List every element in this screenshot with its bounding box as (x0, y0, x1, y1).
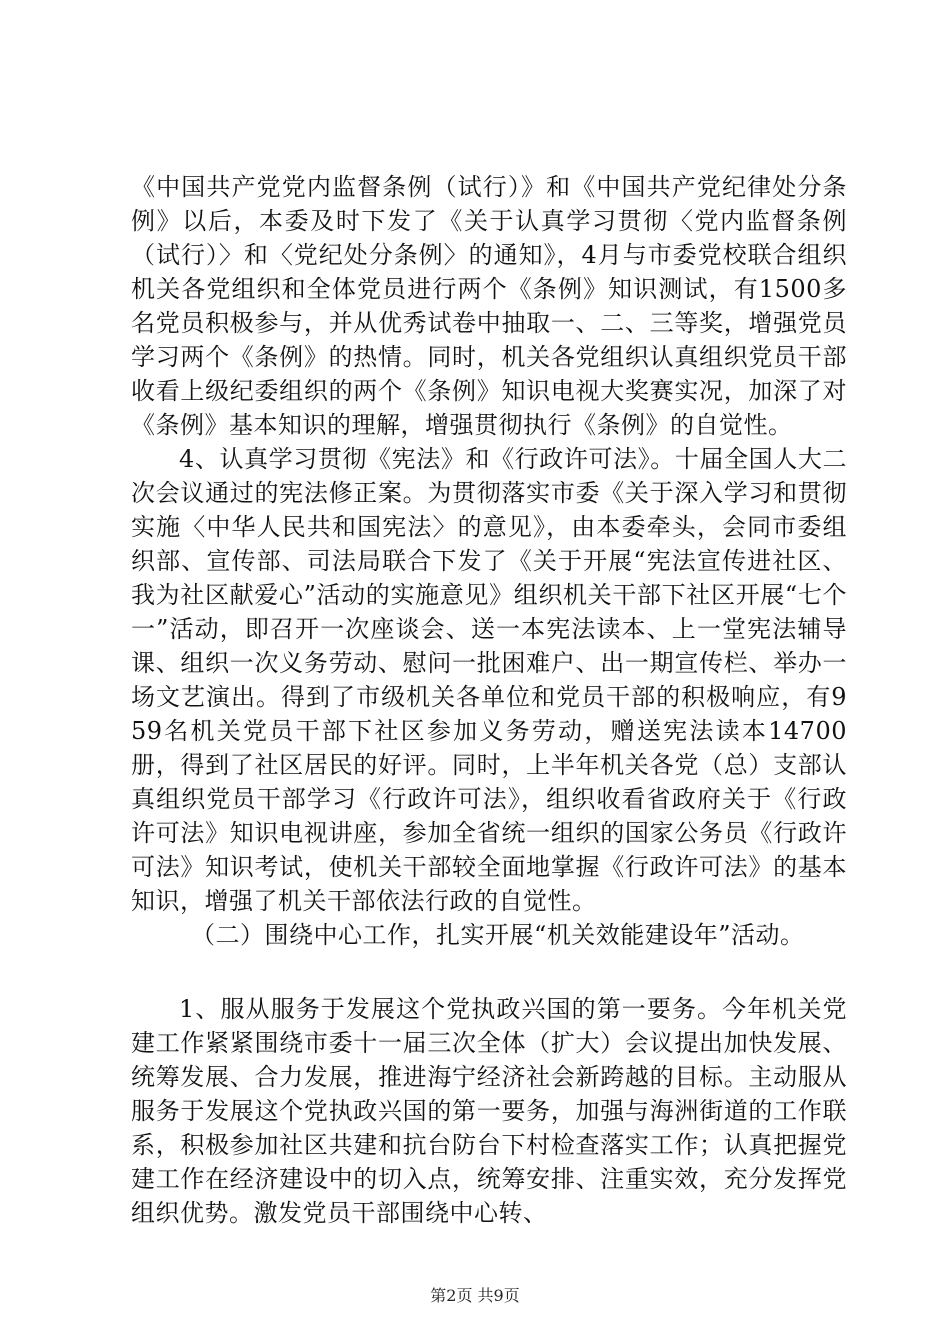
paragraph-serve-development: 1、服从服务于发展这个党执政兴国的第一要务。今年机关党建工作紧紧围绕市委十一届三次全体（扩大）会议提出加快发展、统筹发展、合力发展，推进海宁经济社会新跨越的目标。主动服从服务于发展这个党执政兴国的第一要务，加强与海洲街道的工作联系，积极参加社区共建和抗台防台下村检查落实工作；认真把握党建工作在经济建设中的切入点，统筹安排、注重实效，充分发挥党组织优势。激发党员干部围绕中心转、 (131, 995, 847, 1227)
paragraph-spacer (131, 952, 847, 992)
page-footer: 第2页 共9页 (430, 1286, 520, 1305)
section-heading-efficiency-year: （二）围绕中心工作，扎实开展“机关效能建设年”活动。 (191, 921, 805, 949)
paragraph-regulations-study: 《中国共产党党内监督条例（试行）》和《中国共产党纪律处分条例》以后，本委及时下发了《关于认真学习贯彻〈党内监督条例（试行）〉和〈党纪处分条例〉的通知》，4月与市委党校联合组织机关各党组织和全体党员进行两个《条例》知识测试，有1500多名党员积极参与，并从优秀试卷中抽取一、二、三等奖，增强党员学习两个《条例》的热情。同时，机关各党组织认真组织党员干部收看上级纪委组织的两个《条例》知识电视大奖赛实况，加深了对《条例》基本知识的理解，增强贯彻执行《条例》的自觉性。 (131, 173, 847, 439)
paragraph-constitution-study: 4、认真学习贯彻《宪法》和《行政许可法》。十届全国人大二次会议通过的宪法修正案。为贯彻落实市委《关于深入学习和贯彻实施〈中华人民共和国宪法〉的意见》，由本委牵头，会同市委组织部、宣传部、司法局联合下发了《关于开展“宪法宣传进社区、我为社区献爱心”活动的实施意见》组织机关干部下社区开展“七个一”活动，即召开一次座谈会、送一本宪法读本、上一堂宪法辅导课、组织一次义务劳动、慰问一批困难户、出一期宣传栏、举办一场文艺演出。得到了市级机关各单位和党员干部的积极响应，有959名机关党员干部下社区参加义务劳动，赠送宪法读本14700册，得到了社区居民的好评。同时，上半年机关各党（总）支部认真组织党员干部学习《行政许可法》，组织收看省政府关于《行政许可法》知识电视讲座，参加全省统一组织的国家公务员《行政许可法》知识考试，使机关干部较全面地掌握《行政许可法》的基本知识，增强了机关干部依法行政的自觉性。 (131, 445, 847, 915)
document-body (131, 170, 847, 1230)
